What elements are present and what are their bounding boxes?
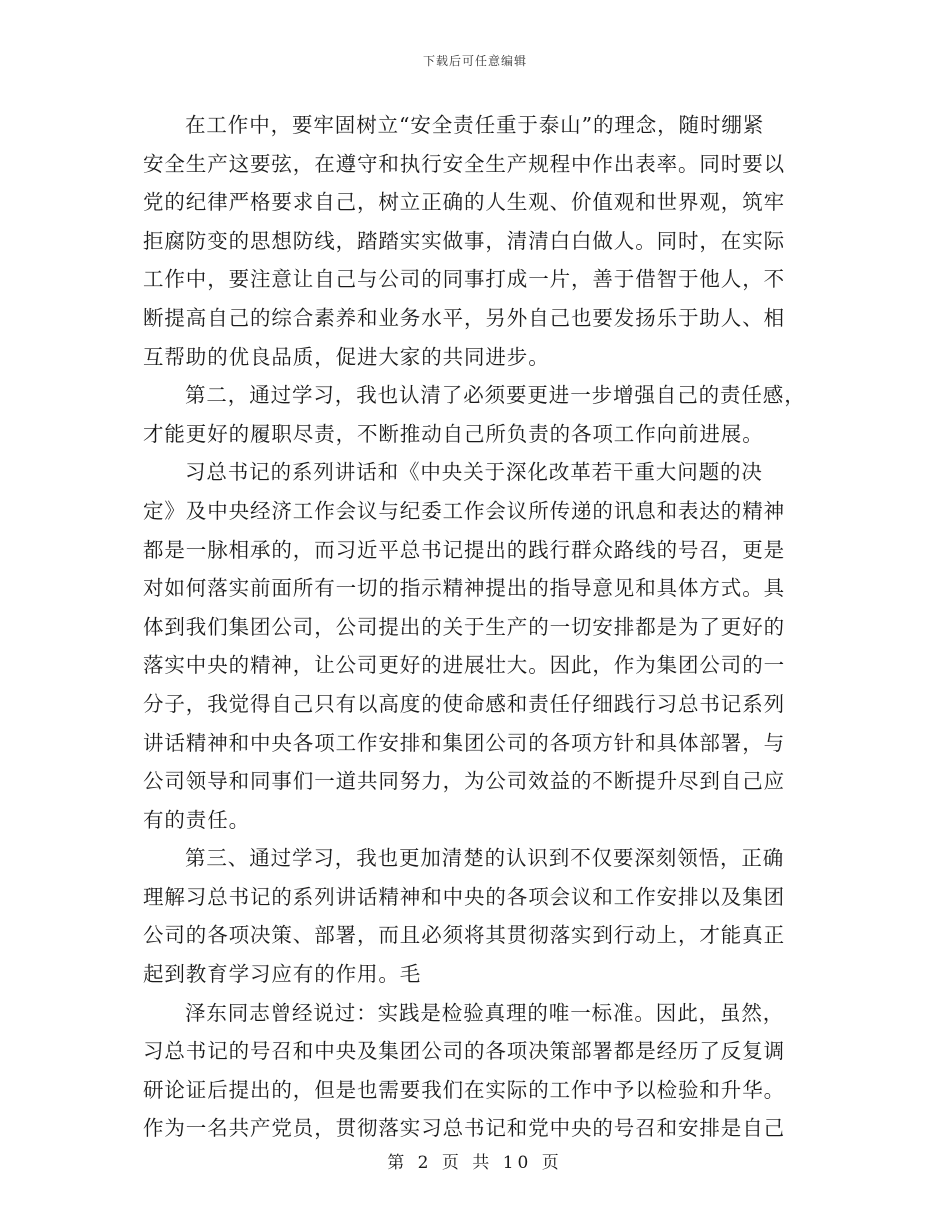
page-header: 下载后可任意编辑: [422, 54, 527, 68]
text-line: 作为一名共产党员，贯彻落实习总书记和党中央的号召和安排是自己: [143, 1116, 785, 1141]
text-line: 断提高自己的综合素养和业务水平，另外自己也要发扬乐于助人、相: [143, 305, 785, 330]
paragraph-1: [143, 106, 803, 376]
text-line: 理解习总书记的系列讲话精神和中央的各项会议和工作安排以及集团: [143, 884, 785, 909]
text-line: 对如何落实前面所有一切的指示精神提出的指导意见和具体方式。具: [143, 576, 785, 601]
page-number-footer: 第 2 页 共 10 页: [387, 1153, 563, 1173]
paragraph-3: [143, 453, 803, 839]
text-line: 研论证后提出的，但是也需要我们在实际的工作中予以检验和升华。: [143, 1077, 785, 1102]
text-line: 才能更好的履职尽责，不断推动自己所负责的各项工作向前进展。: [143, 421, 764, 446]
text-line: 都是一脉相承的，而习近平总书记提出的践行群众路线的号召，更是: [143, 537, 785, 562]
document-body: [143, 106, 806, 1148]
text-line: 讲话精神和中央各项工作安排和集团公司的各项方针和具体部署，与: [143, 730, 785, 755]
paragraph-5: [143, 994, 803, 1148]
paragraph-2: [143, 376, 806, 453]
text-line: 落实中央的精神，让公司更好的进展壮大。因此，作为集团公司的一: [143, 653, 785, 678]
text-line: 拒腐防变的思想防线，踏踏实实做事，清清白白做人。同时，在实际: [143, 228, 785, 253]
text-line: 安全生产这要弦，在遵守和执行安全生产规程中作出表率。同时要以: [143, 151, 785, 176]
text-line: 工作中，要注意让自己与公司的同事打成一片，善于借智于他人，不: [143, 267, 785, 292]
text-line: 分子，我觉得自己只有以高度的使命感和责任仔细践行习总书记系列: [143, 691, 785, 716]
text-line: 党的纪律严格要求自己，树立正确的人生观、价值观和世界观，筑牢: [143, 190, 785, 215]
text-line: 习总书记的号召和中央及集团公司的各项决策部署都是经历了反复调: [143, 1039, 785, 1064]
text-line: 公司领导和同事们一道共同努力，为公司效益的不断提升尽到自己应: [143, 769, 785, 794]
text-line: 第二，通过学习，我也认清了必须要更进一步增强自己的责任感，: [185, 383, 806, 408]
text-line: 第三、通过学习，我也更加清楚的认识到不仅要深刻领悟，正确: [185, 846, 785, 871]
text-line: 定》及中央经济工作会议与纪委工作会议所传递的讯息和表达的精神: [143, 498, 785, 523]
text-line: 在工作中，要牢固树立“安全责任重于泰山”的理念，随时绷紧: [185, 113, 765, 137]
text-line: 习总书记的系列讲话和《中央关于深化改革若干重大问题的决: [185, 460, 763, 485]
text-line: 有的责任。: [143, 807, 250, 832]
text-line: 起到教育学习应有的作用。毛: [143, 962, 422, 987]
text-line: 体到我们集团公司，公司提出的关于生产的一切安排都是为了更好的: [143, 614, 785, 639]
text-line: 公司的各项决策、部署，而且必须将其贯彻落实到行动上，才能真正: [143, 923, 785, 948]
text-line: 互帮助的优良品质，促进大家的共同进步。: [143, 344, 550, 369]
paragraph-4: [143, 839, 803, 993]
text-line: 泽东同志曾经说过：实践是检验真理的唯一标准。因此，虽然，: [185, 1000, 785, 1025]
